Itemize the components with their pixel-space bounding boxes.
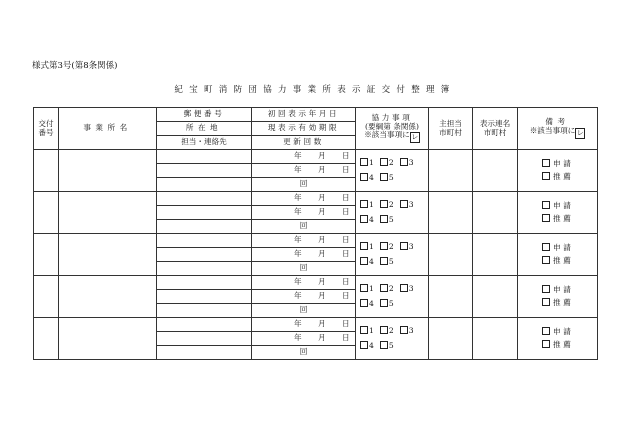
times-label: 回 xyxy=(299,221,308,231)
checkbox-icon[interactable] xyxy=(542,159,550,167)
renewal-count-cell[interactable] xyxy=(252,220,356,234)
coop-item-3[interactable]: 3 xyxy=(400,158,414,168)
month-label: 月 xyxy=(318,207,326,217)
checkbox-icon[interactable] xyxy=(380,173,388,181)
year-label: 年 xyxy=(294,291,302,301)
remarks-cell xyxy=(518,276,598,318)
date-cell[interactable] xyxy=(252,248,356,262)
month-label: 月 xyxy=(318,235,326,245)
date-cell[interactable] xyxy=(252,290,356,304)
coop-item-5[interactable]: 5 xyxy=(380,173,394,183)
renewal-count-cell[interactable] xyxy=(252,178,356,192)
checkbox-icon[interactable] xyxy=(400,158,408,166)
form-number-label: 様式第3号(第8条関係) xyxy=(32,61,118,71)
header-coop-items: 協力事項 (要綱第 条関係) ※該当事項に レ xyxy=(356,108,429,150)
date-cell[interactable] xyxy=(252,192,356,206)
remarks-recommend[interactable]: 推薦 xyxy=(518,340,597,350)
checkbox-icon[interactable] xyxy=(360,242,368,250)
coop-item-4[interactable]: 4 xyxy=(360,341,374,351)
month-label: 月 xyxy=(318,193,326,203)
coop-item-4[interactable]: 4 xyxy=(360,215,374,225)
header-renewal-count: 更新回数 xyxy=(252,136,356,150)
year-label: 年 xyxy=(294,319,302,329)
contact-cell[interactable] xyxy=(157,220,252,234)
coop-item-3[interactable]: 3 xyxy=(400,200,414,210)
checkbox-icon[interactable] xyxy=(542,201,550,209)
checkbox-icon[interactable] xyxy=(542,298,550,306)
day-label: 日 xyxy=(342,319,350,329)
checkbox-icon[interactable] xyxy=(542,256,550,264)
coop-item-5[interactable]: 5 xyxy=(380,215,394,225)
checkbox-icon[interactable] xyxy=(542,172,550,180)
year-label: 年 xyxy=(294,333,302,343)
coop-items-cell xyxy=(356,318,429,360)
day-label: 日 xyxy=(342,193,350,203)
checkbox-icon[interactable] xyxy=(360,284,368,292)
remarks-apply[interactable]: 申請 xyxy=(518,201,597,211)
checkbox-icon[interactable] xyxy=(380,215,388,223)
header-postal-code: 郵便番号 xyxy=(157,108,252,122)
month-label: 月 xyxy=(318,249,326,259)
header-remarks: 備考 ※該当事項に レ xyxy=(518,108,598,150)
header-coop-town: 表示連名 市町村 xyxy=(473,108,518,150)
coop-item-1[interactable]: 1 xyxy=(360,326,374,336)
day-label: 日 xyxy=(342,291,350,301)
checkbox-icon[interactable] xyxy=(360,299,368,307)
checkbox-icon[interactable] xyxy=(542,285,550,293)
header-valid-period: 現表示有効期限 xyxy=(252,122,356,136)
checkbox-icon[interactable] xyxy=(380,326,388,334)
coop-town-cell[interactable] xyxy=(473,276,518,318)
day-label: 日 xyxy=(342,277,350,287)
remarks-cell xyxy=(518,150,598,192)
checkbox-icon[interactable] xyxy=(542,214,550,222)
header-first-date: 初回表示年月日 xyxy=(252,108,356,122)
coop-item-2[interactable]: 2 xyxy=(380,158,394,168)
table-row xyxy=(34,276,598,290)
checkbox-icon[interactable] xyxy=(380,284,388,292)
coop-item-4[interactable]: 4 xyxy=(360,257,374,267)
date-cell[interactable] xyxy=(252,276,356,290)
date-cell[interactable] xyxy=(252,332,356,346)
checkbox-icon[interactable] xyxy=(360,326,368,334)
address-cell[interactable] xyxy=(157,164,252,178)
issue-no-cell[interactable] xyxy=(34,318,59,360)
remarks-cell xyxy=(518,192,598,234)
postal-code-cell[interactable] xyxy=(157,318,252,332)
table-row xyxy=(34,318,598,332)
coop-item-1[interactable]: 1 xyxy=(360,158,374,168)
coop-item-4[interactable]: 4 xyxy=(360,173,374,183)
checkbox-icon[interactable] xyxy=(400,284,408,292)
month-label: 月 xyxy=(318,151,326,161)
day-label: 日 xyxy=(342,235,350,245)
remarks-cell xyxy=(518,234,598,276)
year-label: 年 xyxy=(294,207,302,217)
checkbox-icon[interactable] xyxy=(542,327,550,335)
checkbox-icon[interactable] xyxy=(380,299,388,307)
coop-item-2[interactable]: 2 xyxy=(380,284,394,294)
check-mark-icon: レ xyxy=(411,133,419,142)
month-label: 月 xyxy=(318,319,326,329)
coop-town-cell[interactable] xyxy=(473,234,518,276)
primary-town-cell[interactable] xyxy=(429,276,473,318)
date-cell[interactable] xyxy=(252,234,356,248)
date-cell[interactable] xyxy=(252,206,356,220)
coop-item-4[interactable]: 4 xyxy=(360,299,374,309)
postal-code-cell[interactable] xyxy=(157,234,252,248)
office-name-cell[interactable] xyxy=(59,192,157,234)
page-title: 紀宝町消防団協力事業所表示証交付整理簿 xyxy=(174,85,456,95)
address-cell[interactable] xyxy=(157,290,252,304)
office-name-cell[interactable] xyxy=(59,150,157,192)
primary-town-cell[interactable] xyxy=(429,234,473,276)
contact-cell[interactable] xyxy=(157,304,252,318)
remarks-recommend[interactable]: 推薦 xyxy=(518,172,597,182)
date-cell[interactable] xyxy=(252,164,356,178)
coop-item-5[interactable]: 5 xyxy=(380,257,394,267)
table-row xyxy=(34,150,598,164)
day-label: 日 xyxy=(342,151,350,161)
remarks-recommend[interactable]: 推薦 xyxy=(518,214,597,224)
coop-item-1[interactable]: 1 xyxy=(360,284,374,294)
day-label: 日 xyxy=(342,249,350,259)
coop-town-cell[interactable] xyxy=(473,192,518,234)
day-label: 日 xyxy=(342,165,350,175)
checkbox-icon[interactable] xyxy=(360,173,368,181)
coop-item-3[interactable]: 3 xyxy=(400,326,414,336)
table-row xyxy=(34,192,598,206)
checkbox-icon[interactable] xyxy=(380,257,388,265)
postal-code-cell[interactable] xyxy=(157,192,252,206)
coop-item-5[interactable]: 5 xyxy=(380,341,394,351)
renewal-count-cell[interactable] xyxy=(252,346,356,360)
postal-code-cell[interactable] xyxy=(157,150,252,164)
postal-code-cell[interactable] xyxy=(157,276,252,290)
issue-no-cell[interactable] xyxy=(34,276,59,318)
checkbox-icon[interactable] xyxy=(360,215,368,223)
coop-items-cell xyxy=(356,150,429,192)
coop-item-2[interactable]: 2 xyxy=(380,200,394,210)
remarks-apply[interactable]: 申請 xyxy=(518,159,597,169)
checkbox-icon[interactable] xyxy=(380,341,388,349)
coop-item-5[interactable]: 5 xyxy=(380,299,394,309)
coop-item-3[interactable]: 3 xyxy=(400,284,414,294)
coop-item-2[interactable]: 2 xyxy=(380,242,394,252)
checkbox-icon[interactable] xyxy=(360,200,368,208)
primary-town-cell[interactable] xyxy=(429,150,473,192)
renewal-count-cell[interactable] xyxy=(252,304,356,318)
year-label: 年 xyxy=(294,165,302,175)
office-name-cell[interactable] xyxy=(59,234,157,276)
month-label: 月 xyxy=(318,333,326,343)
table-row xyxy=(34,234,598,248)
coop-town-cell[interactable] xyxy=(473,318,518,360)
day-label: 日 xyxy=(342,333,350,343)
register-table xyxy=(33,107,598,360)
coop-item-1[interactable]: 1 xyxy=(360,242,374,252)
address-cell[interactable] xyxy=(157,332,252,346)
contact-cell[interactable] xyxy=(157,346,252,360)
contact-cell[interactable] xyxy=(157,262,252,276)
checkbox-icon[interactable] xyxy=(380,200,388,208)
year-label: 年 xyxy=(294,277,302,287)
checkbox-icon[interactable] xyxy=(542,340,550,348)
times-label: 回 xyxy=(299,305,308,315)
issue-no-cell[interactable] xyxy=(34,234,59,276)
checkbox-icon[interactable] xyxy=(380,242,388,250)
remarks-apply[interactable]: 申請 xyxy=(518,327,597,337)
header-office-name: 事業所名 xyxy=(59,108,157,150)
coop-item-2[interactable]: 2 xyxy=(380,326,394,336)
coop-items-cell xyxy=(356,192,429,234)
coop-items-cell xyxy=(356,276,429,318)
year-label: 年 xyxy=(294,151,302,161)
checkbox-icon[interactable] xyxy=(400,326,408,334)
checkbox-icon[interactable] xyxy=(360,257,368,265)
issue-no-cell[interactable] xyxy=(34,192,59,234)
contact-cell[interactable] xyxy=(157,178,252,192)
checkbox-icon[interactable] xyxy=(400,242,408,250)
address-cell[interactable] xyxy=(157,248,252,262)
date-cell[interactable] xyxy=(252,318,356,332)
coop-item-3[interactable]: 3 xyxy=(400,242,414,252)
remarks-apply[interactable]: 申請 xyxy=(518,243,597,253)
renewal-count-cell[interactable] xyxy=(252,262,356,276)
times-label: 回 xyxy=(299,347,308,357)
checkbox-icon[interactable] xyxy=(400,200,408,208)
checkbox-icon[interactable] xyxy=(542,243,550,251)
times-label: 回 xyxy=(299,179,308,189)
primary-town-cell[interactable] xyxy=(429,192,473,234)
checkbox-icon[interactable] xyxy=(360,341,368,349)
year-label: 年 xyxy=(294,235,302,245)
remarks-cell xyxy=(518,318,598,360)
date-cell[interactable] xyxy=(252,150,356,164)
checkbox-icon[interactable] xyxy=(360,158,368,166)
month-label: 月 xyxy=(318,165,326,175)
day-label: 日 xyxy=(342,207,350,217)
remarks-apply[interactable]: 申請 xyxy=(518,285,597,295)
header-primary-town: 主担当 市町村 xyxy=(429,108,473,150)
checkbox-icon[interactable] xyxy=(380,158,388,166)
primary-town-cell[interactable] xyxy=(429,318,473,360)
remarks-recommend[interactable]: 推薦 xyxy=(518,256,597,266)
year-label: 年 xyxy=(294,249,302,259)
header-issue-no: 交付 番号 xyxy=(34,108,59,150)
year-label: 年 xyxy=(294,193,302,203)
times-label: 回 xyxy=(299,263,308,273)
coop-item-1[interactable]: 1 xyxy=(360,200,374,210)
check-mark-icon: レ xyxy=(576,128,584,137)
office-name-cell[interactable] xyxy=(59,276,157,318)
coop-items-cell xyxy=(356,234,429,276)
issue-no-cell[interactable] xyxy=(34,150,59,192)
remarks-recommend[interactable]: 推薦 xyxy=(518,298,597,308)
header-contact: 担当・連絡先 xyxy=(157,136,252,150)
coop-town-cell[interactable] xyxy=(473,150,518,192)
month-label: 月 xyxy=(318,291,326,301)
header-address: 所在地 xyxy=(157,122,252,136)
month-label: 月 xyxy=(318,277,326,287)
office-name-cell[interactable] xyxy=(59,318,157,360)
address-cell[interactable] xyxy=(157,206,252,220)
